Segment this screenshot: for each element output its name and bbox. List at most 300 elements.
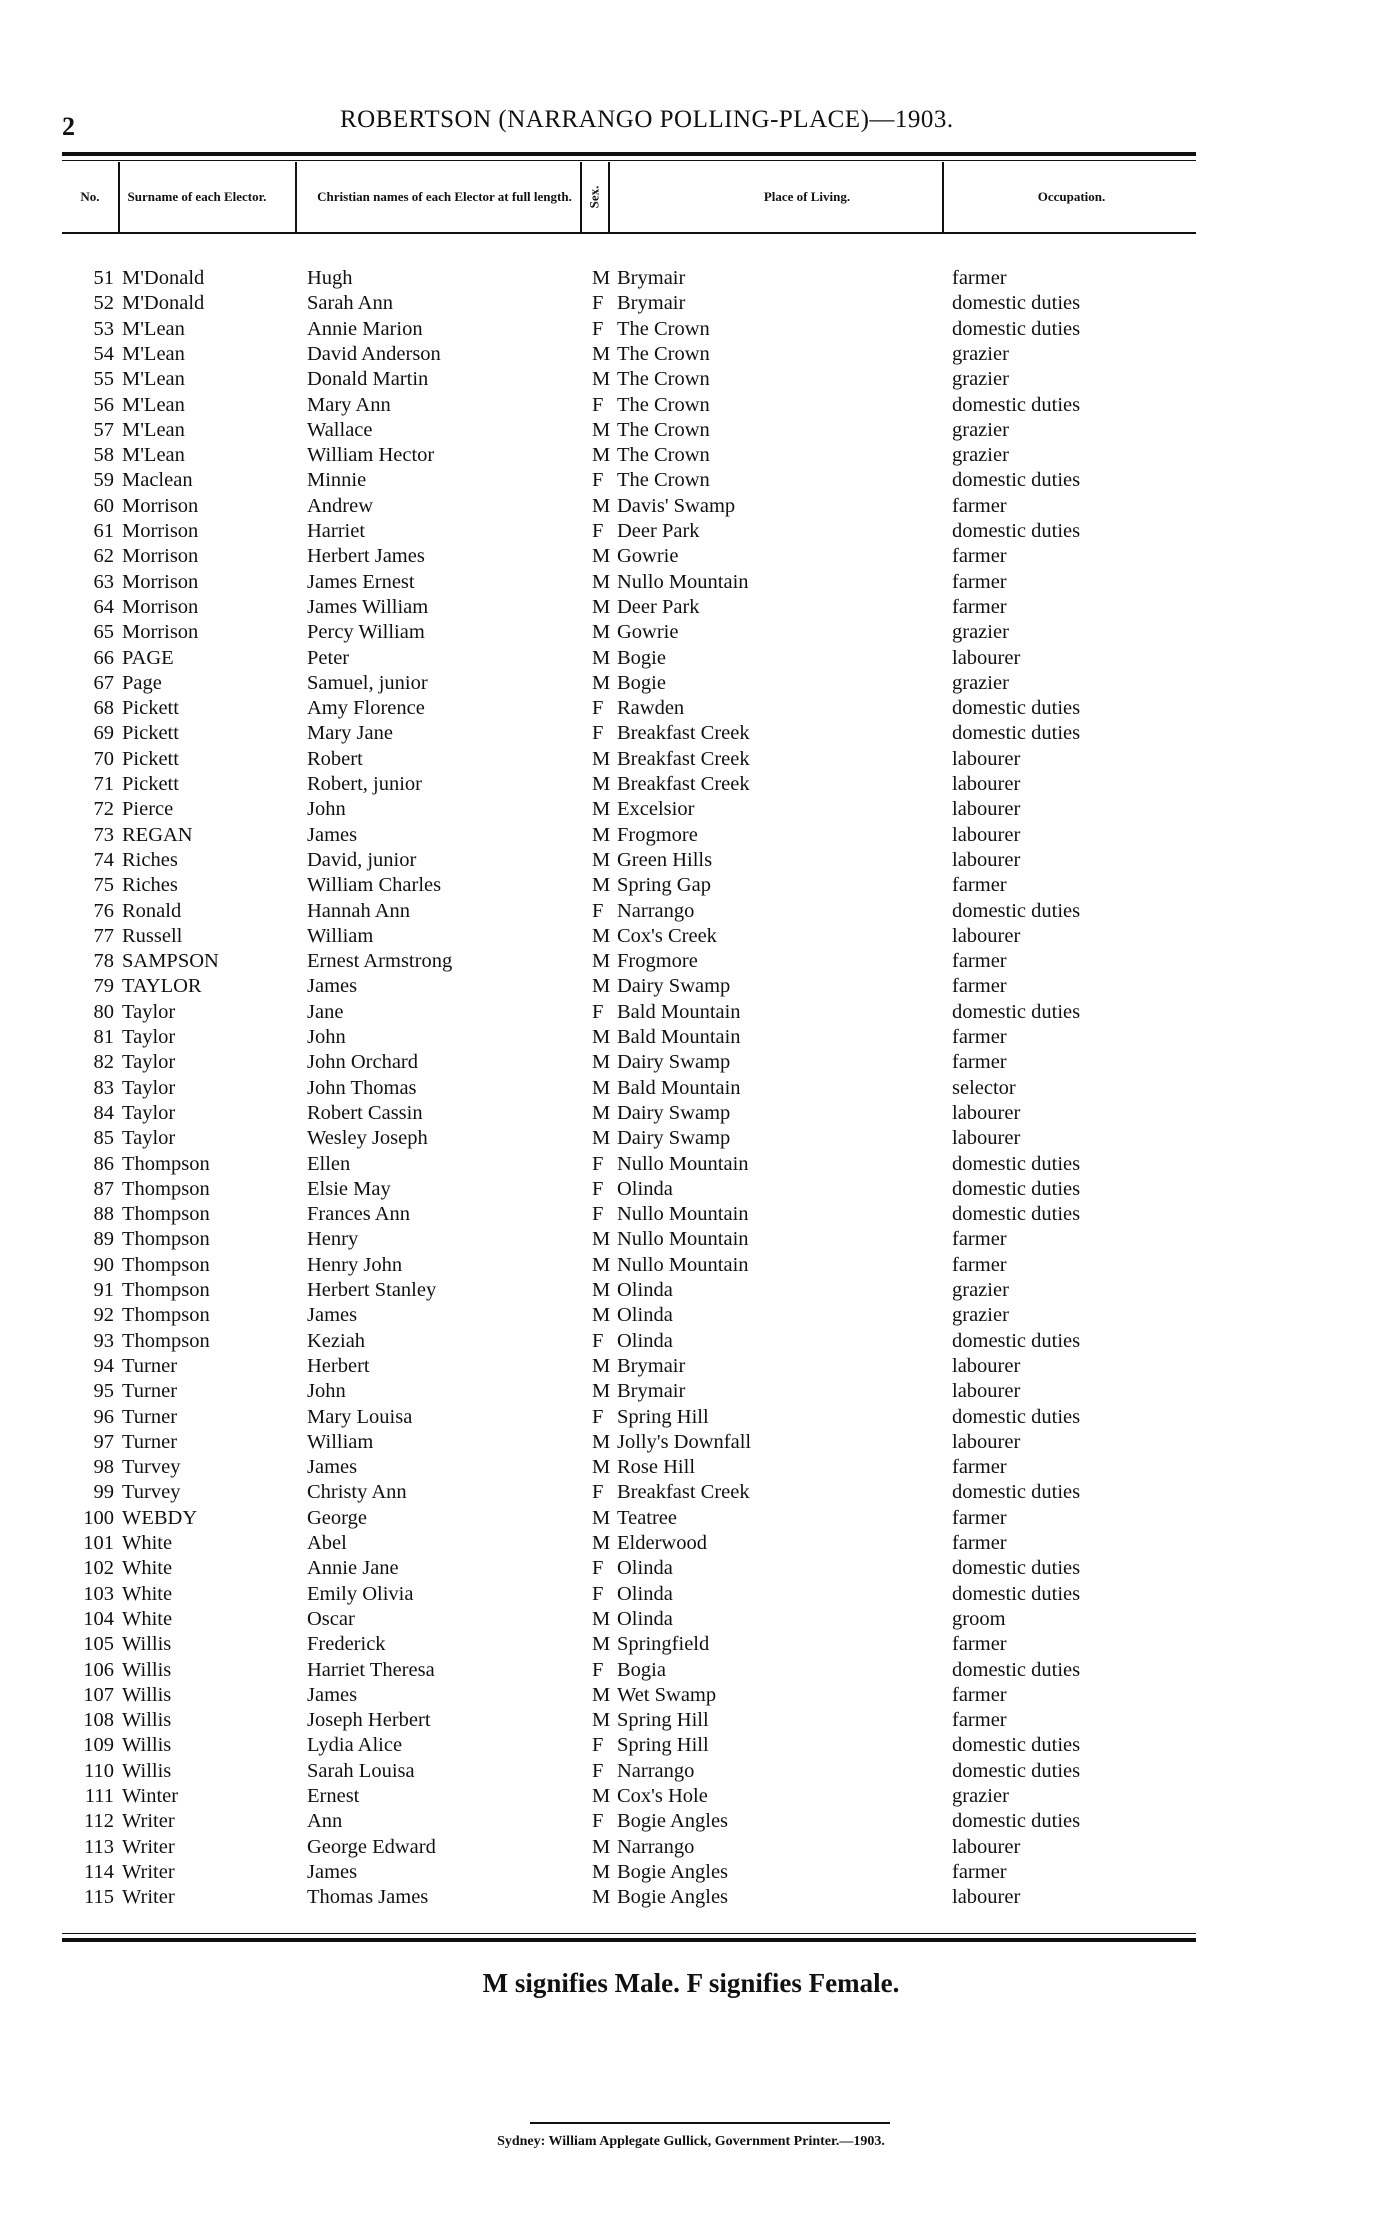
table-row xyxy=(62,671,1196,696)
elector-sex: F xyxy=(592,1759,604,1782)
elector-occupation: domestic duties xyxy=(952,1582,1081,1605)
elector-surname: Thompson xyxy=(122,1329,210,1352)
elector-christian-names: Harriet Theresa xyxy=(307,1658,435,1681)
elector-occupation: grazier xyxy=(952,671,1009,694)
elector-occupation: labourer xyxy=(952,1354,1021,1377)
elector-christian-names: Percy William xyxy=(307,621,425,644)
elector-number: 85 xyxy=(93,1127,114,1150)
table-row xyxy=(62,1126,1196,1151)
elector-surname: Morrison xyxy=(122,545,199,568)
elector-number: 67 xyxy=(93,671,114,694)
elector-number: 86 xyxy=(93,1152,114,1175)
elector-christian-names: James xyxy=(307,1860,358,1883)
elector-number: 73 xyxy=(93,823,114,846)
table-row xyxy=(62,797,1196,822)
elector-occupation: farmer xyxy=(952,1633,1007,1656)
elector-occupation: domestic duties xyxy=(952,520,1081,542)
elector-sex: M xyxy=(592,444,611,467)
elector-place-of-living: Spring Hill xyxy=(617,1709,709,1732)
elector-surname: Willis xyxy=(122,1683,172,1706)
elector-place-of-living: Elderwood xyxy=(617,1532,707,1554)
elector-surname: M'Lean xyxy=(122,393,185,416)
elector-christian-names: Christy Ann xyxy=(307,1481,407,1504)
elector-number: 98 xyxy=(93,1456,114,1479)
elector-christian-names: Mary Jane xyxy=(307,722,393,745)
elector-christian-names: Henry John xyxy=(307,1253,403,1276)
table-row xyxy=(62,1000,1196,1025)
elector-sex: M xyxy=(592,267,611,289)
elector-surname: Turvey xyxy=(122,1456,181,1479)
elector-occupation: domestic duties xyxy=(952,1000,1081,1023)
elector-place-of-living: Breakfast Creek xyxy=(617,722,750,745)
elector-place-of-living: Nullo Mountain xyxy=(617,1152,749,1175)
elector-number: 99 xyxy=(93,1481,114,1504)
table-row xyxy=(62,544,1196,569)
table-row xyxy=(62,519,1196,544)
elector-surname: Morrison xyxy=(122,520,199,542)
elector-sex: M xyxy=(592,1051,611,1074)
elector-place-of-living: The Crown xyxy=(617,317,710,340)
header-sex xyxy=(582,162,606,232)
table-row xyxy=(62,721,1196,746)
elector-occupation: farmer xyxy=(952,1228,1007,1251)
elector-sex: F xyxy=(592,1810,604,1833)
table-row xyxy=(62,974,1196,999)
elector-occupation: farmer xyxy=(952,1709,1007,1732)
elector-number: 83 xyxy=(93,1076,114,1099)
elector-number: 101 xyxy=(83,1532,114,1554)
header-divider xyxy=(942,162,944,232)
elector-christian-names: Sarah Louisa xyxy=(307,1759,415,1782)
elector-place-of-living: Frogmore xyxy=(617,823,698,846)
elector-occupation: domestic duties xyxy=(952,1203,1081,1226)
elector-surname: Willis xyxy=(122,1633,172,1656)
elector-occupation: labourer xyxy=(952,747,1021,770)
elector-number: 105 xyxy=(83,1633,114,1656)
elector-christian-names: Mary Ann xyxy=(307,393,391,416)
elector-place-of-living: Spring Gap xyxy=(617,874,711,897)
elector-christian-names: George Edward xyxy=(307,1835,436,1858)
elector-number: 94 xyxy=(93,1354,114,1377)
elector-occupation: farmer xyxy=(952,1253,1007,1276)
elector-christian-names: John Thomas xyxy=(307,1076,417,1099)
elector-place-of-living: Bald Mountain xyxy=(617,1000,741,1023)
elector-surname: Writer xyxy=(122,1860,175,1883)
elector-sex: M xyxy=(592,823,611,846)
elector-place-of-living: Olinda xyxy=(617,1607,673,1630)
elector-number: 59 xyxy=(93,469,114,492)
elector-number: 52 xyxy=(93,292,114,315)
page-number: 2 xyxy=(62,112,75,141)
table-row xyxy=(62,848,1196,873)
elector-christian-names: John xyxy=(307,1380,346,1403)
bottom-rule xyxy=(62,1938,1196,1942)
elector-place-of-living: Wet Swamp xyxy=(617,1683,717,1706)
elector-christian-names: James xyxy=(307,975,358,998)
elector-christian-names: Herbert Stanley xyxy=(307,1279,437,1301)
elector-occupation: farmer xyxy=(952,950,1007,973)
table-row xyxy=(62,468,1196,493)
elector-surname: White xyxy=(122,1532,173,1554)
elector-christian-names: Peter xyxy=(307,646,350,669)
elector-place-of-living: Frogmore xyxy=(617,950,698,973)
elector-place-of-living: The Crown xyxy=(617,418,710,441)
elector-place-of-living: Narrango xyxy=(617,899,695,922)
elector-surname: Taylor xyxy=(122,1101,176,1124)
elector-number: 81 xyxy=(93,1026,114,1048)
elector-surname: Thompson xyxy=(122,1279,210,1301)
table-row xyxy=(62,1708,1196,1733)
elector-number: 115 xyxy=(84,1886,114,1909)
elector-sex: M xyxy=(592,1709,611,1732)
elector-number: 61 xyxy=(93,520,114,542)
elector-christian-names: Donald Martin xyxy=(307,368,429,391)
elector-occupation: labourer xyxy=(952,1101,1021,1124)
table-row xyxy=(62,1885,1196,1910)
elector-number: 63 xyxy=(93,570,114,593)
table-row xyxy=(62,1025,1196,1050)
elector-number: 75 xyxy=(93,874,114,897)
elector-surname: Morrison xyxy=(122,570,199,593)
elector-sex: M xyxy=(592,1683,611,1706)
elector-place-of-living: Olinda xyxy=(617,1557,673,1580)
elector-occupation: farmer xyxy=(952,595,1007,618)
elector-place-of-living: Bald Mountain xyxy=(617,1026,741,1048)
elector-surname: TAYLOR xyxy=(122,975,202,998)
elector-place-of-living: Nullo Mountain xyxy=(617,1203,749,1226)
table-row xyxy=(62,317,1196,342)
table-row xyxy=(62,1354,1196,1379)
table-row xyxy=(62,1582,1196,1607)
elector-place-of-living: Narrango xyxy=(617,1759,695,1782)
elector-christian-names: Ernest Armstrong xyxy=(307,950,453,973)
elector-occupation: domestic duties xyxy=(952,1810,1081,1833)
elector-sex: M xyxy=(592,671,611,694)
elector-sex: M xyxy=(592,646,611,669)
elector-occupation: domestic duties xyxy=(952,317,1081,340)
elector-christian-names: James Ernest xyxy=(307,570,415,593)
elector-christian-names: William xyxy=(307,924,374,947)
elector-place-of-living: Nullo Mountain xyxy=(617,1253,749,1276)
elector-christian-names: Keziah xyxy=(307,1329,366,1352)
elector-occupation: grazier xyxy=(952,1279,1009,1301)
elector-sex: M xyxy=(592,747,611,770)
elector-occupation: grazier xyxy=(952,444,1009,467)
table-row xyxy=(62,1405,1196,1430)
elector-number: 77 xyxy=(93,924,114,947)
header-place: Place of Living. xyxy=(763,189,851,204)
elector-number: 82 xyxy=(93,1051,114,1074)
elector-number: 108 xyxy=(83,1709,114,1732)
header-occupation: Occupation. xyxy=(1037,189,1106,204)
table-row xyxy=(62,1050,1196,1075)
elector-sex: M xyxy=(592,1860,611,1883)
elector-surname: Willis xyxy=(122,1734,172,1757)
elector-christian-names: Herbert xyxy=(307,1354,370,1377)
elector-christian-names: Minnie xyxy=(307,469,367,492)
elector-surname: Writer xyxy=(122,1886,175,1909)
elector-occupation: farmer xyxy=(952,545,1007,568)
elector-place-of-living: Rawden xyxy=(617,697,685,720)
elector-surname: Taylor xyxy=(122,1026,176,1048)
bottom-rule-thin xyxy=(62,1933,1196,1934)
elector-number: 72 xyxy=(93,798,114,821)
elector-number: 89 xyxy=(93,1228,114,1251)
elector-sex: F xyxy=(592,469,604,492)
elector-christian-names: Ernest xyxy=(307,1785,360,1807)
top-rule-thin xyxy=(62,160,1196,161)
elector-sex: M xyxy=(592,1380,611,1403)
elector-place-of-living: Green Hills xyxy=(617,848,713,871)
elector-surname: Taylor xyxy=(122,1127,176,1150)
elector-surname: Pickett xyxy=(122,747,179,770)
elector-surname: Thompson xyxy=(122,1203,210,1226)
elector-sex: F xyxy=(592,292,604,315)
table-row xyxy=(62,570,1196,595)
elector-place-of-living: Gowrie xyxy=(617,545,679,568)
elector-occupation: labourer xyxy=(952,823,1021,846)
elector-christian-names: Amy Florence xyxy=(307,697,425,720)
elector-occupation: grazier xyxy=(952,368,1009,391)
table-row xyxy=(62,873,1196,898)
elector-number: 60 xyxy=(93,494,114,517)
table-row xyxy=(62,1809,1196,1834)
elector-number: 70 xyxy=(93,747,114,770)
table-row xyxy=(62,1759,1196,1784)
elector-surname: SAMPSON xyxy=(122,950,219,973)
elector-christian-names: Ellen xyxy=(307,1152,351,1175)
elector-occupation: labourer xyxy=(952,848,1021,871)
table-row xyxy=(62,494,1196,519)
elector-number: 103 xyxy=(83,1582,114,1605)
elector-place-of-living: Brymair xyxy=(617,1354,686,1377)
elector-occupation: grazier xyxy=(952,418,1009,441)
elector-place-of-living: Bogie xyxy=(617,646,666,669)
elector-sex: M xyxy=(592,1633,611,1656)
elector-surname: Riches xyxy=(122,874,178,897)
elector-place-of-living: Dairy Swamp xyxy=(617,1051,731,1074)
table-row xyxy=(62,1202,1196,1227)
elector-occupation: farmer xyxy=(952,494,1007,517)
elector-surname: Taylor xyxy=(122,1051,176,1074)
elector-number: 97 xyxy=(93,1430,114,1453)
elector-place-of-living: Narrango xyxy=(617,1835,695,1858)
elector-number: 110 xyxy=(84,1759,114,1782)
elector-sex: M xyxy=(592,950,611,973)
elector-number: 56 xyxy=(93,393,114,416)
elector-occupation: domestic duties xyxy=(952,469,1081,492)
elector-place-of-living: Brymair xyxy=(617,1380,686,1403)
table-row xyxy=(62,266,1196,291)
elector-number: 71 xyxy=(93,773,114,795)
table-row xyxy=(62,1632,1196,1657)
elector-sex: F xyxy=(592,722,604,745)
elector-place-of-living: Spring Hill xyxy=(617,1405,709,1428)
elector-place-of-living: Rose Hill xyxy=(617,1456,696,1479)
elector-place-of-living: Olinda xyxy=(617,1304,673,1327)
elector-christian-names: John xyxy=(307,798,346,821)
table-row xyxy=(62,924,1196,949)
elector-surname: Willis xyxy=(122,1709,172,1732)
elector-occupation: domestic duties xyxy=(952,1405,1081,1428)
elector-number: 109 xyxy=(83,1734,114,1757)
elector-sex: M xyxy=(592,975,611,998)
elector-surname: White xyxy=(122,1582,173,1605)
elector-surname: Pickett xyxy=(122,722,179,745)
elector-christian-names: Thomas James xyxy=(307,1886,429,1909)
table-row xyxy=(62,1607,1196,1632)
elector-christian-names: David, junior xyxy=(307,848,417,871)
elector-christian-names: George xyxy=(307,1506,367,1529)
elector-sex: M xyxy=(592,1253,611,1276)
elector-christian-names: Abel xyxy=(307,1532,347,1554)
table-header xyxy=(62,162,1196,232)
elector-place-of-living: Gowrie xyxy=(617,621,679,644)
page-title: ROBERTSON (NARRANGO POLLING-PLACE)—1903. xyxy=(340,106,954,133)
elector-sex: M xyxy=(592,1279,611,1301)
table-row xyxy=(62,1835,1196,1860)
table-row xyxy=(62,393,1196,418)
elector-number: 107 xyxy=(83,1683,114,1706)
elector-sex: F xyxy=(592,1582,604,1605)
table-row xyxy=(62,1658,1196,1683)
elector-christian-names: William Hector xyxy=(307,444,435,467)
elector-number: 113 xyxy=(84,1835,114,1858)
elector-christian-names: William xyxy=(307,1430,374,1453)
elector-number: 96 xyxy=(93,1405,114,1428)
elector-occupation: domestic duties xyxy=(952,722,1081,745)
elector-place-of-living: Cox's Creek xyxy=(617,924,717,947)
table-row xyxy=(62,696,1196,721)
elector-number: 106 xyxy=(83,1658,114,1681)
elector-christian-names: John xyxy=(307,1026,346,1048)
elector-occupation: farmer xyxy=(952,570,1007,593)
elector-occupation: domestic duties xyxy=(952,1177,1081,1200)
elector-occupation: labourer xyxy=(952,924,1021,947)
elector-place-of-living: Brymair xyxy=(617,267,686,289)
elector-surname: Riches xyxy=(122,848,178,871)
table-row xyxy=(62,1556,1196,1581)
elector-place-of-living: Dairy Swamp xyxy=(617,1127,731,1150)
elector-place-of-living: Dairy Swamp xyxy=(617,1101,731,1124)
elector-occupation: grazier xyxy=(952,1785,1009,1807)
elector-number: 100 xyxy=(83,1506,114,1529)
elector-sex: M xyxy=(592,1607,611,1630)
elector-surname: Thompson xyxy=(122,1253,210,1276)
elector-occupation: domestic duties xyxy=(952,1557,1081,1580)
elector-sex: M xyxy=(592,773,611,795)
elector-number: 66 xyxy=(93,646,114,669)
table-row xyxy=(62,1455,1196,1480)
elector-number: 51 xyxy=(93,267,114,289)
elector-surname: Russell xyxy=(122,924,183,947)
elector-occupation: farmer xyxy=(952,1860,1007,1883)
elector-number: 65 xyxy=(93,621,114,644)
elector-number: 69 xyxy=(93,722,114,745)
elector-occupation: labourer xyxy=(952,1380,1021,1403)
elector-occupation: domestic duties xyxy=(952,697,1081,720)
elector-christian-names: Samuel, junior xyxy=(307,671,428,694)
elector-occupation: grazier xyxy=(952,1304,1009,1327)
elector-place-of-living: Breakfast Creek xyxy=(617,747,750,770)
elector-place-of-living: Olinda xyxy=(617,1582,673,1605)
table-row xyxy=(62,1784,1196,1809)
elector-place-of-living: Spring Hill xyxy=(617,1734,709,1757)
sex-legend: M signifies Male. F signifies Female. xyxy=(482,1968,900,1998)
elector-surname: Turner xyxy=(122,1405,178,1428)
table-row xyxy=(62,949,1196,974)
elector-number: 90 xyxy=(93,1253,114,1276)
elector-sex: F xyxy=(592,1405,604,1428)
table-row xyxy=(62,823,1196,848)
elector-surname: Taylor xyxy=(122,1000,176,1023)
header-divider xyxy=(608,162,610,232)
elector-sex: M xyxy=(592,595,611,618)
elector-surname: Writer xyxy=(122,1810,175,1833)
elector-number: 68 xyxy=(93,697,114,720)
elector-sex: M xyxy=(592,570,611,593)
table-row xyxy=(62,291,1196,316)
elector-christian-names: Hugh xyxy=(307,267,353,289)
elector-christian-names: Hannah Ann xyxy=(307,899,411,922)
elector-christian-names: Ann xyxy=(307,1810,343,1833)
elector-christian-names: James xyxy=(307,1456,358,1479)
elector-number: 87 xyxy=(93,1177,114,1200)
elector-sex: M xyxy=(592,798,611,821)
table-row xyxy=(62,646,1196,671)
elector-place-of-living: Breakfast Creek xyxy=(617,1481,750,1504)
elector-occupation: farmer xyxy=(952,267,1007,289)
elector-place-of-living: Bald Mountain xyxy=(617,1076,741,1099)
elector-number: 88 xyxy=(93,1203,114,1226)
elector-number: 54 xyxy=(93,342,114,365)
elector-surname: Turner xyxy=(122,1430,178,1453)
elector-sex: F xyxy=(592,1481,604,1504)
elector-sex: F xyxy=(592,1557,604,1580)
table-row xyxy=(62,1303,1196,1328)
elector-place-of-living: The Crown xyxy=(617,393,710,416)
elector-christian-names: Frederick xyxy=(307,1633,386,1656)
header-rule xyxy=(62,232,1196,234)
elector-place-of-living: Excelsior xyxy=(617,798,695,821)
elector-sex: M xyxy=(592,1026,611,1048)
elector-surname: M'Donald xyxy=(122,292,205,315)
elector-occupation: grazier xyxy=(952,621,1009,644)
elector-surname: Morrison xyxy=(122,494,199,517)
elector-christian-names: Jane xyxy=(307,1000,344,1023)
elector-sex: M xyxy=(592,418,611,441)
elector-sex: F xyxy=(592,1000,604,1023)
elector-surname: Turner xyxy=(122,1380,178,1403)
elector-number: 58 xyxy=(93,444,114,467)
elector-sex: F xyxy=(592,1203,604,1226)
elector-occupation: farmer xyxy=(952,1683,1007,1706)
elector-place-of-living: Cox's Hole xyxy=(617,1785,708,1807)
elector-surname: Turvey xyxy=(122,1481,181,1504)
elector-christian-names: Henry xyxy=(307,1228,359,1251)
table-row xyxy=(62,1860,1196,1885)
elector-occupation: selector xyxy=(952,1076,1016,1099)
elector-number: 92 xyxy=(93,1304,114,1327)
elector-occupation: domestic duties xyxy=(952,1481,1081,1504)
elector-sex: F xyxy=(592,393,604,416)
elector-occupation: domestic duties xyxy=(952,1152,1081,1175)
elector-sex: M xyxy=(592,494,611,517)
elector-christian-names: John Orchard xyxy=(307,1051,419,1074)
table-row xyxy=(62,1278,1196,1303)
table-row xyxy=(62,1379,1196,1404)
elector-christian-names: Emily Olivia xyxy=(307,1582,414,1605)
